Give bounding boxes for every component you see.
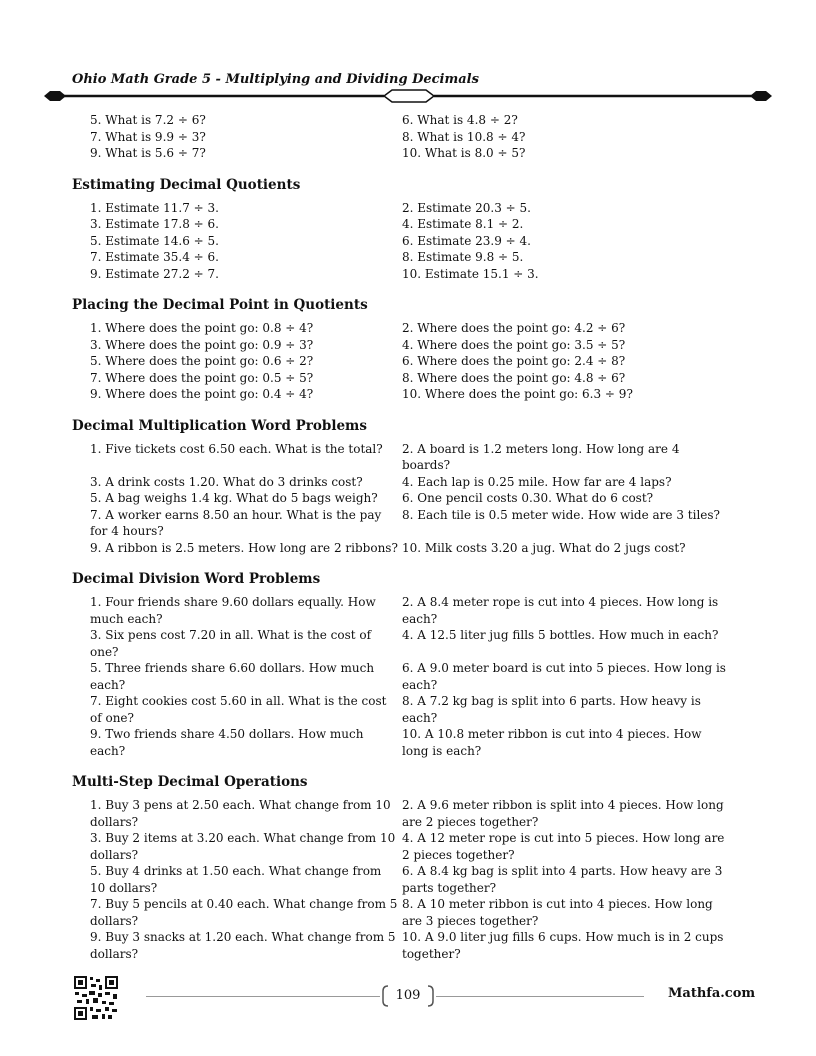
page-number: 109	[395, 988, 421, 1003]
problem-item: 7. Buy 5 pencils at 0.40 each. What change from 5 dollars?	[90, 897, 398, 928]
problem-item: 10. Milk costs 3.20 a jug. What do 2 jugs cost?	[402, 540, 686, 555]
problem-item: 9. What is 5.6 ÷ 7?	[90, 146, 206, 160]
problem-list	[90, 594, 732, 759]
problem-item: 8. Each tile is 0.5 meter wide. How wide are 3 tiles?	[402, 507, 720, 522]
problem-item: 9. Where does the point go: 0.4 ÷ 4?	[90, 387, 314, 401]
problem-list	[90, 441, 732, 557]
problem-item: 9. A ribbon is 2.5 meters. How long are 2 ribbons?	[90, 540, 398, 555]
section-title: Estimating Decimal Quotients	[72, 176, 301, 193]
problem-item: 3. Estimate 17.8 ÷ 6.	[90, 217, 219, 231]
problem-item: 1. Five tickets cost 6.50 each. What is the total?	[90, 441, 383, 456]
problem-item: 4. Where does the point go: 3.5 ÷ 5?	[402, 337, 626, 352]
section-title: Multi-Step Decimal Operations	[72, 774, 308, 790]
problem-item: 4. Each lap is 0.25 mile. How far are 4 laps?	[402, 474, 672, 489]
problem-item: 8. Estimate 9.8 ÷ 5.	[402, 250, 524, 264]
problem-item: 7. Where does the point go: 0.5 ÷ 5?	[90, 370, 314, 385]
problem-item: 5. Three friends share 6.60 dollars. How much each?	[90, 661, 375, 692]
problem-item: 10. Where does the point go: 6.3 ÷ 9?	[402, 387, 633, 401]
problem-item: 9. Buy 3 snacks at 1.20 each. What change from 5 dollars?	[90, 930, 396, 961]
footer-rule-left	[146, 996, 380, 997]
problem-item: 9. Estimate 27.2 ÷ 7.	[90, 266, 219, 281]
problem-item: 6. A 8.4 kg bag is split into 4 parts. How heavy are 3 parts together?	[402, 864, 723, 895]
section-title: Decimal Multiplication Word Problems	[72, 417, 367, 434]
problem-item: 8. What is 10.8 ÷ 4?	[402, 129, 526, 144]
problem-list	[90, 797, 732, 962]
problem-item: 6. Estimate 23.9 ÷ 4.	[402, 233, 531, 248]
section-title: Placing the Decimal Point in Quotients	[72, 297, 368, 313]
problem-item: 1. Where does the point go: 0.8 ÷ 4?	[90, 321, 314, 335]
page-header-title: Ohio Math Grade 5 - Multiplying and Dividing Decimals	[72, 72, 479, 87]
problem-item: 7. Estimate 35.4 ÷ 6.	[90, 250, 219, 264]
problem-item: 8. A 7.2 kg bag is split into 6 parts. How heavy is each?	[402, 694, 701, 725]
problem-item: 7. What is 9.9 ÷ 3?	[90, 129, 206, 144]
problem-list	[90, 200, 732, 283]
worksheet-content	[72, 112, 732, 962]
worksheet-section	[72, 112, 732, 162]
worksheet-section	[72, 570, 732, 759]
problem-item: 3. Where does the point go: 0.9 ÷ 3?	[90, 337, 314, 352]
problem-item: 3. Buy 2 items at 3.20 each. What change from 10 dollars?	[90, 831, 396, 862]
problem-item: 5. Buy 4 drinks at 1.50 each. What change from 10 dollars?	[90, 864, 382, 895]
problem-item: 6. Where does the point go: 2.4 ÷ 8?	[402, 354, 626, 368]
qr-code-icon	[74, 976, 118, 1020]
problem-item: 5. Where does the point go: 0.6 ÷ 2?	[90, 354, 314, 368]
problem-list	[90, 320, 732, 403]
problem-item: 2. Where does the point go: 4.2 ÷ 6?	[402, 321, 626, 335]
problem-item: 1. Estimate 11.7 ÷ 3.	[90, 200, 219, 215]
problem-item: 4. A 12.5 liter jug fills 5 bottles. How much in each?	[402, 628, 719, 642]
problem-item: 6. One pencil costs 0.30. What do 6 cost?	[402, 491, 654, 505]
problem-item: 2. A board is 1.2 meters long. How long are 4 boards?	[402, 441, 680, 472]
problem-item: 8. Where does the point go: 4.8 ÷ 6?	[402, 370, 626, 385]
problem-item: 3. Six pens cost 7.20 in all. What is the cost of one?	[90, 628, 372, 659]
problem-item: 9. Two friends share 4.50 dollars. How much each?	[90, 727, 364, 758]
problem-item: 5. Estimate 14.6 ÷ 5.	[90, 233, 219, 248]
problem-item: 7. Eight cookies cost 5.60 in all. What is the cost of one?	[90, 694, 387, 725]
worksheet-section	[72, 773, 732, 962]
problem-item: 5. What is 7.2 ÷ 6?	[90, 113, 206, 127]
problem-item: 10. Estimate 15.1 ÷ 3.	[402, 266, 539, 281]
problem-item: 4. A 12 meter rope is cut into 5 pieces. How long are 2 pieces together?	[402, 831, 725, 862]
section-title: Decimal Division Word Problems	[72, 571, 321, 587]
header-divider	[44, 88, 772, 104]
footer-rule-right	[436, 996, 644, 997]
worksheet-section	[72, 176, 732, 283]
problem-item: 5. A bag weighs 1.4 kg. What do 5 bags weigh?	[90, 491, 378, 505]
problem-item: 1. Buy 3 pens at 2.50 each. What change from 10 dollars?	[90, 798, 391, 829]
problem-item: 2. A 9.6 meter ribbon is split into 4 pieces. How long are 2 pieces together?	[402, 798, 724, 829]
site-name: Mathfa.com	[668, 986, 756, 1001]
worksheet-section	[72, 417, 732, 557]
problem-item: 6. A 9.0 meter board is cut into 5 pieces. How long is each?	[402, 661, 726, 692]
problem-item: 8. A 10 meter ribbon is cut into 4 pieces. How long are 3 pieces together?	[402, 897, 713, 928]
problem-item: 4. Estimate 8.1 ÷ 2.	[402, 217, 524, 231]
problem-list	[90, 112, 732, 162]
problem-item: 6. What is 4.8 ÷ 2?	[402, 113, 518, 127]
problem-item: 10. What is 8.0 ÷ 5?	[402, 146, 526, 160]
problem-item: 7. A worker earns 8.50 an hour. What is the pay for 4 hours?	[90, 507, 382, 538]
problem-item: 2. A 8.4 meter rope is cut into 4 pieces. How long is each?	[402, 595, 719, 626]
problem-item: 3. A drink costs 1.20. What do 3 drinks cost?	[90, 474, 363, 489]
worksheet-section	[72, 296, 732, 403]
problem-item: 1. Four friends share 9.60 dollars equally. How much each?	[90, 595, 376, 626]
problem-item: 2. Estimate 20.3 ÷ 5.	[402, 200, 531, 215]
problem-item: 10. A 9.0 liter jug fills 6 cups. How much is in 2 cups together?	[402, 930, 724, 961]
problem-item: 10. A 10.8 meter ribbon is cut into 4 pieces. How long is each?	[402, 727, 702, 758]
